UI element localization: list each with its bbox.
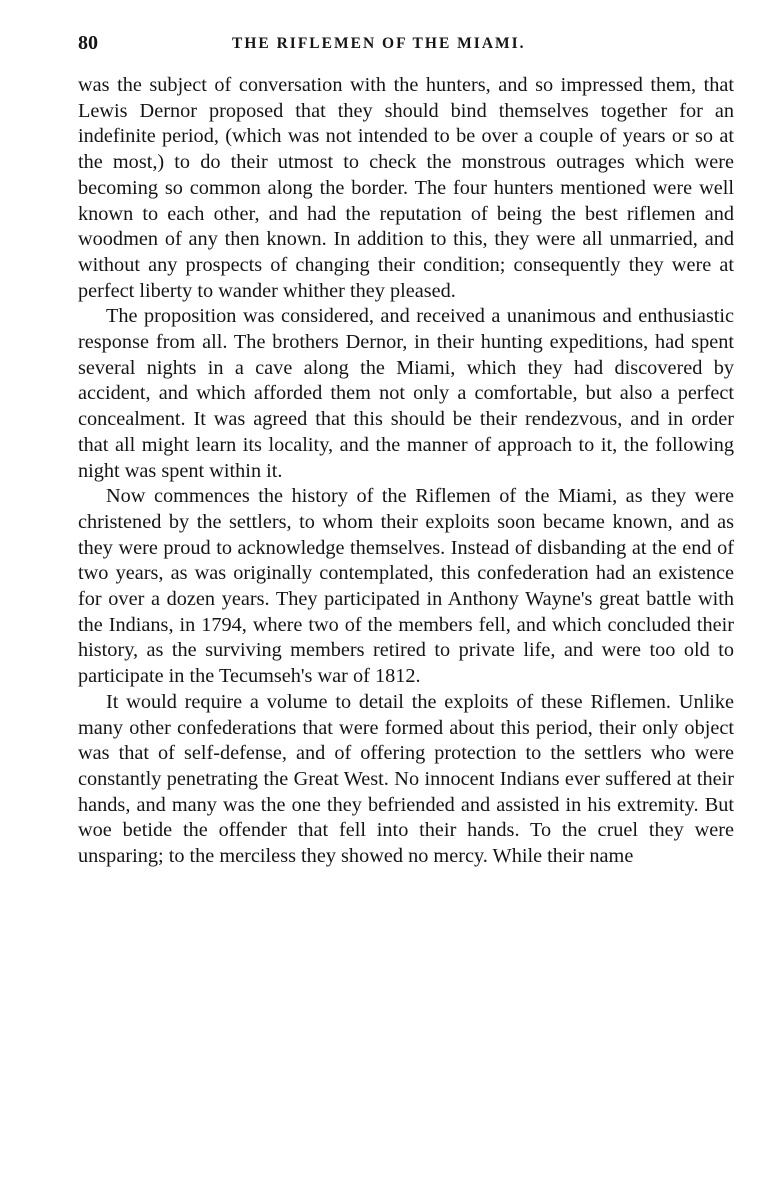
page-header <box>78 32 734 56</box>
paragraph-2: The proposition was considered, and received a unanimous and enthusiastic response from all. The brothers Dernor, in their hunting expeditions, had spent several nights in a cave along the Miami, which they had discovered by accident, and which afforded them not only a comfortable, but also a perfect concealment. It was agreed that this should be their rendezvous, and in order that all might learn its locality, and the manner of approach to it, the following night was spent within it. <box>78 305 734 482</box>
running-title: THE RIFLEMEN OF THE MIAMI. <box>232 35 526 52</box>
paragraph-3: Now commences the history of the Riflemen of the Miami, as they were christened by the settlers, to whom their exploits soon became known, and as they were proud to acknowledge themselves. Instead of disbanding at the end of two years, as was originally contemplated, this confederation had an existence for over a dozen years. They participated in Anthony Wayne's great battle with the Indians, in 1794, where two of the members fell, and which concluded their history, as the surviving members retired to private life, and were too old to participate in the Tecumseh's war of 1812. <box>78 485 734 688</box>
body-text <box>78 73 734 870</box>
paragraph-1: was the subject of conversation with the hunters, and so impressed them, that Lewis Dernor proposed that they should bind themselves together for an indefinite period, (which was not intended to be over a couple of years or so at the most,) to do their utmost to check the monstrous outrages which were becoming so common along the border. The four hunters mentioned were well known to each other, and had the reputation of being the best riflemen and woodmen of any then known. In addition to this, they were all unmarried, and without any prospects of changing their condition; consequently they were at perfect liberty to wander whither they pleased. <box>78 74 734 302</box>
page-number: 80 <box>78 32 98 54</box>
paragraph-4: It would require a volume to detail the exploits of these Riflemen. Unlike many other confederations that were formed about this period, their only object was that of self-defense, and of offering protection to the settlers who were constantly penetrating the Great West. No innocent Indians ever suffered at their hands, and many was the one they befriended and assisted in his extremity. But woe betide the offender that fell into their hands. To the cruel they were unsparing; to the merciless they showed no mercy. While their name <box>78 690 734 868</box>
